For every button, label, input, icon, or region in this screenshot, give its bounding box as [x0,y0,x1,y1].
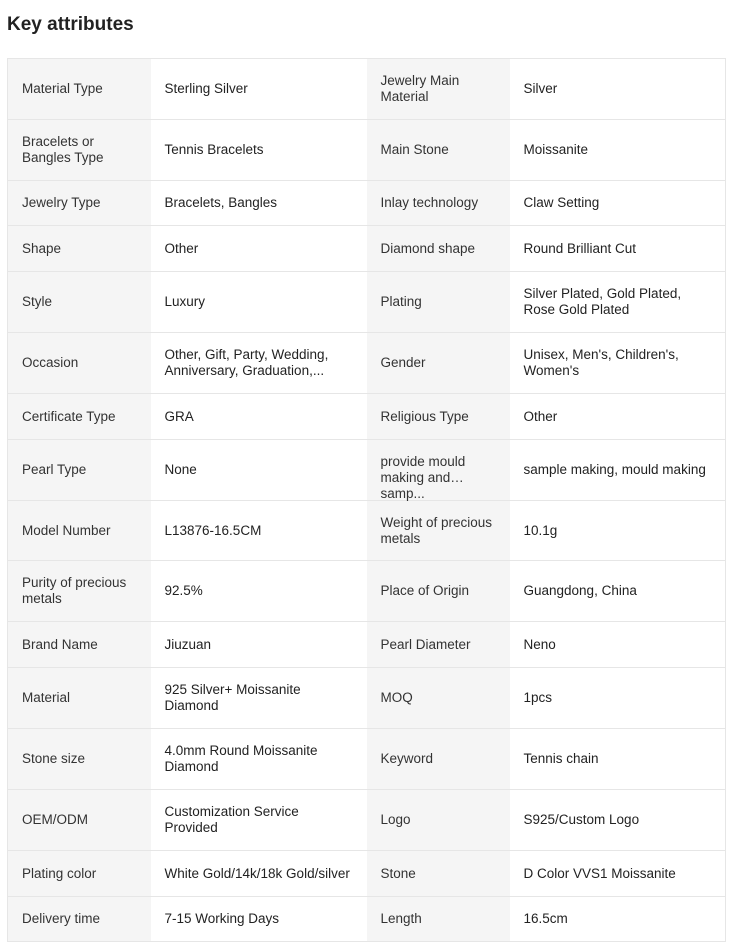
attribute-row [8,333,726,394]
attribute-value: Bracelets, Bangles [151,181,367,226]
attribute-value: None [151,440,367,501]
attribute-name: OEM/ODM [8,790,151,851]
attribute-value: Other, Gift, Party, Wedding, Anniversary, Graduation,... [164,347,329,378]
attribute-name: Pearl Diameter [367,622,510,668]
attribute-name: Certificate Type [8,394,151,440]
attribute-row [8,851,726,897]
attribute-value: Guangdong, China [510,561,726,622]
attribute-value: Claw Setting [510,181,726,226]
attribute-name: Stone [367,851,510,897]
attribute-value: Sterling Silver [151,59,367,120]
attribute-value: Other [151,226,367,272]
attribute-name: Main Stone [367,120,510,181]
attribute-value: Neno [510,622,726,668]
attribute-name: Bracelets or Bangles Type [8,120,151,181]
attribute-value: Tennis chain [510,729,726,790]
attribute-name: Brand Name [8,622,151,668]
attribute-value: Customization Service Provided [151,790,367,851]
attribute-name: Place of Origin [367,561,510,622]
attribute-value: Round Brilliant Cut [510,226,726,272]
attribute-value: 16.5cm [510,897,726,942]
attribute-row [8,729,726,790]
attribute-name: Stone size [8,729,151,790]
attribute-value: Moissanite [510,120,726,181]
attribute-name: MOQ [367,668,510,729]
attribute-name: Religious Type [367,394,510,440]
attribute-value: D Color VVS1 Moissanite [510,851,726,897]
attribute-value: 925 Silver+ Moissanite Diamond [151,668,367,729]
attribute-value: Unisex, Men's, Children's, Women's [510,333,726,394]
attribute-value: Jiuzuan [151,622,367,668]
attribute-name: Length [367,897,510,942]
attribute-value: Silver [510,59,726,120]
attribute-row [8,622,726,668]
attribute-name: Style [8,272,151,333]
attribute-name: Weight of precious metals [367,501,510,561]
attribute-value: Other [510,394,726,440]
attribute-value: L13876-16.5CM [151,501,367,561]
attribute-name: Material [8,668,151,729]
attribute-name: Jewelry Main Material [367,59,510,120]
attribute-value: sample making, mould making [510,440,726,501]
attribute-row [8,440,726,501]
key-attributes-table [7,58,726,942]
attribute-name: Plating color [8,851,151,897]
attribute-name: Model Number [8,501,151,561]
attribute-name: Plating [367,272,510,333]
attribute-value: 92.5% [151,561,367,622]
attribute-row [8,226,726,272]
attribute-value: 4.0mm Round Moissanite Diamond [151,729,367,790]
attribute-value: White Gold/14k/18k Gold/silver [151,851,367,897]
attribute-name: Logo [367,790,510,851]
attribute-name: Delivery time [8,897,151,942]
attribute-name: Jewelry Type [8,181,151,226]
attribute-value: 10.1g [510,501,726,561]
section-title: Key attributes [7,14,134,35]
attribute-row [8,181,726,226]
attribute-name: Material Type [8,59,151,120]
attribute-row [8,394,726,440]
attribute-value: Luxury [151,272,367,333]
attribute-row [8,272,726,333]
attribute-value: Silver Plated, Gold Plated, Rose Gold Plated [510,272,726,333]
attribute-name: Gender [367,333,510,394]
attribute-value: S925/Custom Logo [510,790,726,851]
attribute-row [8,897,726,942]
attribute-row [8,120,726,181]
attribute-row [8,790,726,851]
attribute-row [8,668,726,729]
attribute-row [8,501,726,561]
attribute-name: Shape [8,226,151,272]
attribute-name: Inlay technology [367,181,510,226]
attribute-name: Keyword [367,729,510,790]
attribute-value: 7-15 Working Days [151,897,367,942]
attribute-value: 1pcs [510,668,726,729]
attribute-value: Tennis Bracelets [151,120,367,181]
attribute-name: Diamond shape [367,226,510,272]
attribute-name: Occasion [8,333,151,394]
attribute-row [8,561,726,622]
attribute-row [8,59,726,120]
attribute-name: provide mould making and samp... [380,454,466,501]
attribute-name: Pearl Type [8,440,151,501]
attribute-name: Purity of precious metals [8,561,151,622]
attribute-value: GRA [151,394,367,440]
